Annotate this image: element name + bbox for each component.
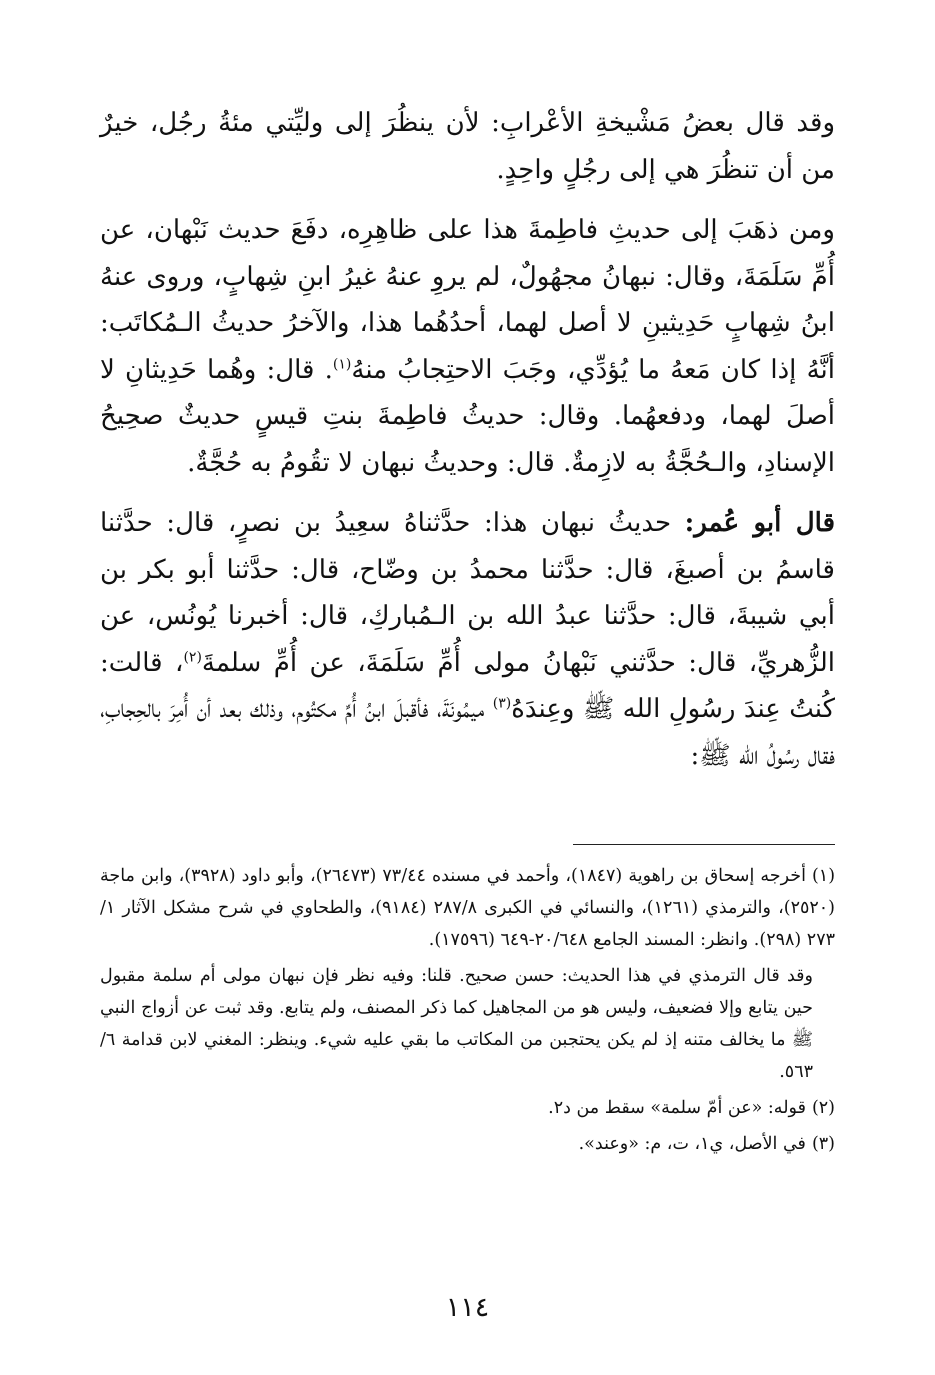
paragraph-1-text: وقد قال بعضُ مَشْيخةِ الأعْرابِ: لأن ينظُرَ إلى وليِّتي مئةُ رجُل، خيرٌ من أن تنظُرَ هي إلى رجُلٍ واحِدٍ. bbox=[100, 108, 835, 185]
footnote-3-number: (٣) bbox=[811, 1134, 835, 1154]
paragraph-3-lead: قال أبو عُمر: bbox=[684, 508, 835, 538]
paragraph-2-text-b: . قال: وهُما حَدِيثانِ لا أصلَ لهما، ودفعهُما. وقال: حديثُ فاطِمةَ بنتِ قيسٍ حديثٌ صحِيحُ الإسنادِ، والـحُجَّةُ به لازِمةٌ. قال: وحديثُ نبهان لا تقُومُ به حُجَّةٌ. bbox=[100, 354, 835, 478]
paragraph-2 bbox=[100, 207, 835, 486]
footnote-1-text: أخرجه إسحاق بن راهوية (١٨٤٧)، وأحمد في مسنده ٧٣/٤٤ (٢٦٤٧٣)، وأبو داود (٣٩٢٨)، وابن ماجة (٢٥٢٠)، والترمذي (١٢٦١)، والنسائي في الكبرى ٢٨٧/٨ (٩١٨٤)، والطحاوي في شرح مشكل الآثار ١/ ٢٧٣ (٢٩٨). وانظر: المسند الجامع ٢٠/٦٤٨-٦٤٩ (١٧٥٩٦). bbox=[100, 866, 835, 950]
footnote-2-text: قوله: «عن أمّ سلمة» سقط من د٢. bbox=[548, 1098, 806, 1118]
paragraph-2-text-a: ومن ذهَبَ إلى حديثِ فاطِمةَ هذا على ظاهِرِه، دفَعَ حديث نَبْهان، عن أُمِّ سَلَمَةَ، وقال: نبهانُ مجهُولٌ، لم يروِ عنهُ غيرُ ابنِ شِهابٍ، وروى عنهُ ابنُ شِهابٍ حَدِيثينِ لا أصل لهما، أحدُهُما هذا، والآخرُ حديثُ الـمُكاتَب: أنَّهُ إذا كان مَعهُ ما يُؤدِّي، وجَبَ الاحتِجابُ منهُ bbox=[100, 215, 835, 385]
paragraph-3-text-a: حديثُ نبهان هذا: حدَّثناهُ سعِيدُ بن نصرٍ، قال: حدَّثنا قاسمُ بن أصبغَ، قال: حدَّثنا محمدُ بن وضّاح، قال: حدَّثنا أبو بكر بن أبي شيبةَ، قال: حدَّثنا عبدُ الله بن الـمُباركِ، قال: أخبرنا يُونُس، عن الزُّهريِّ، قال: حدَّثني نَبْهانُ مولى أُمِّ سَلَمَةَ، عن أُمِّ سلمةَ bbox=[100, 508, 836, 678]
footnote-ref-2: (٢) bbox=[183, 648, 202, 665]
footnote-1-continuation: وقد قال الترمذي في هذا الحديث: حسن صحيح. قلنا: وفيه نظر فإن نبهان مولى أم سلمة مقبول حين يتابع وإلا فضعيف، وليس هو من المجاهيل كما ذكر المصنف، ولم يتابع. وقد ثبت عن أزواج النبي ﷺ ما يخالف متنه إذ لم يكن يحتجبن من المكاتب ما بقي عليه شيء. وينظر: المغني لابن قدامة ٦/ ٥٦٣. bbox=[100, 966, 813, 1082]
footnote-3 bbox=[100, 1128, 835, 1160]
paragraph-3-text-c: ميمُونَةَ، فأقبلَ ابنُ أُمِّ مكتُوم، وذلك بعد أن أُمِرَ بالحِجابِ، فقال رسُولُ الله ﷺ: bbox=[100, 694, 835, 771]
footnote-2-number: (٢) bbox=[811, 1098, 835, 1118]
footnote-ref-1: (١) bbox=[332, 355, 352, 372]
paragraph-1 bbox=[100, 100, 835, 193]
footnote-ref-3: (٣) bbox=[492, 695, 512, 712]
paragraph-3 bbox=[100, 500, 835, 779]
main-text bbox=[100, 100, 835, 793]
footnote-3-text: في الأصل، ي١، ت، م: «وعند». bbox=[578, 1134, 806, 1154]
footnotes bbox=[100, 860, 835, 1164]
footnote-separator bbox=[573, 844, 835, 845]
paragraph-3-text-b: ، قالت: كُنتُ عِندَ رسُولِ الله ﷺ وعِندَهُ bbox=[100, 647, 835, 724]
page-number: ١١٤ bbox=[445, 1292, 490, 1323]
footnote-1 bbox=[100, 860, 835, 956]
footnote-2 bbox=[100, 1092, 835, 1124]
footnote-1-number: (١) bbox=[811, 866, 836, 886]
